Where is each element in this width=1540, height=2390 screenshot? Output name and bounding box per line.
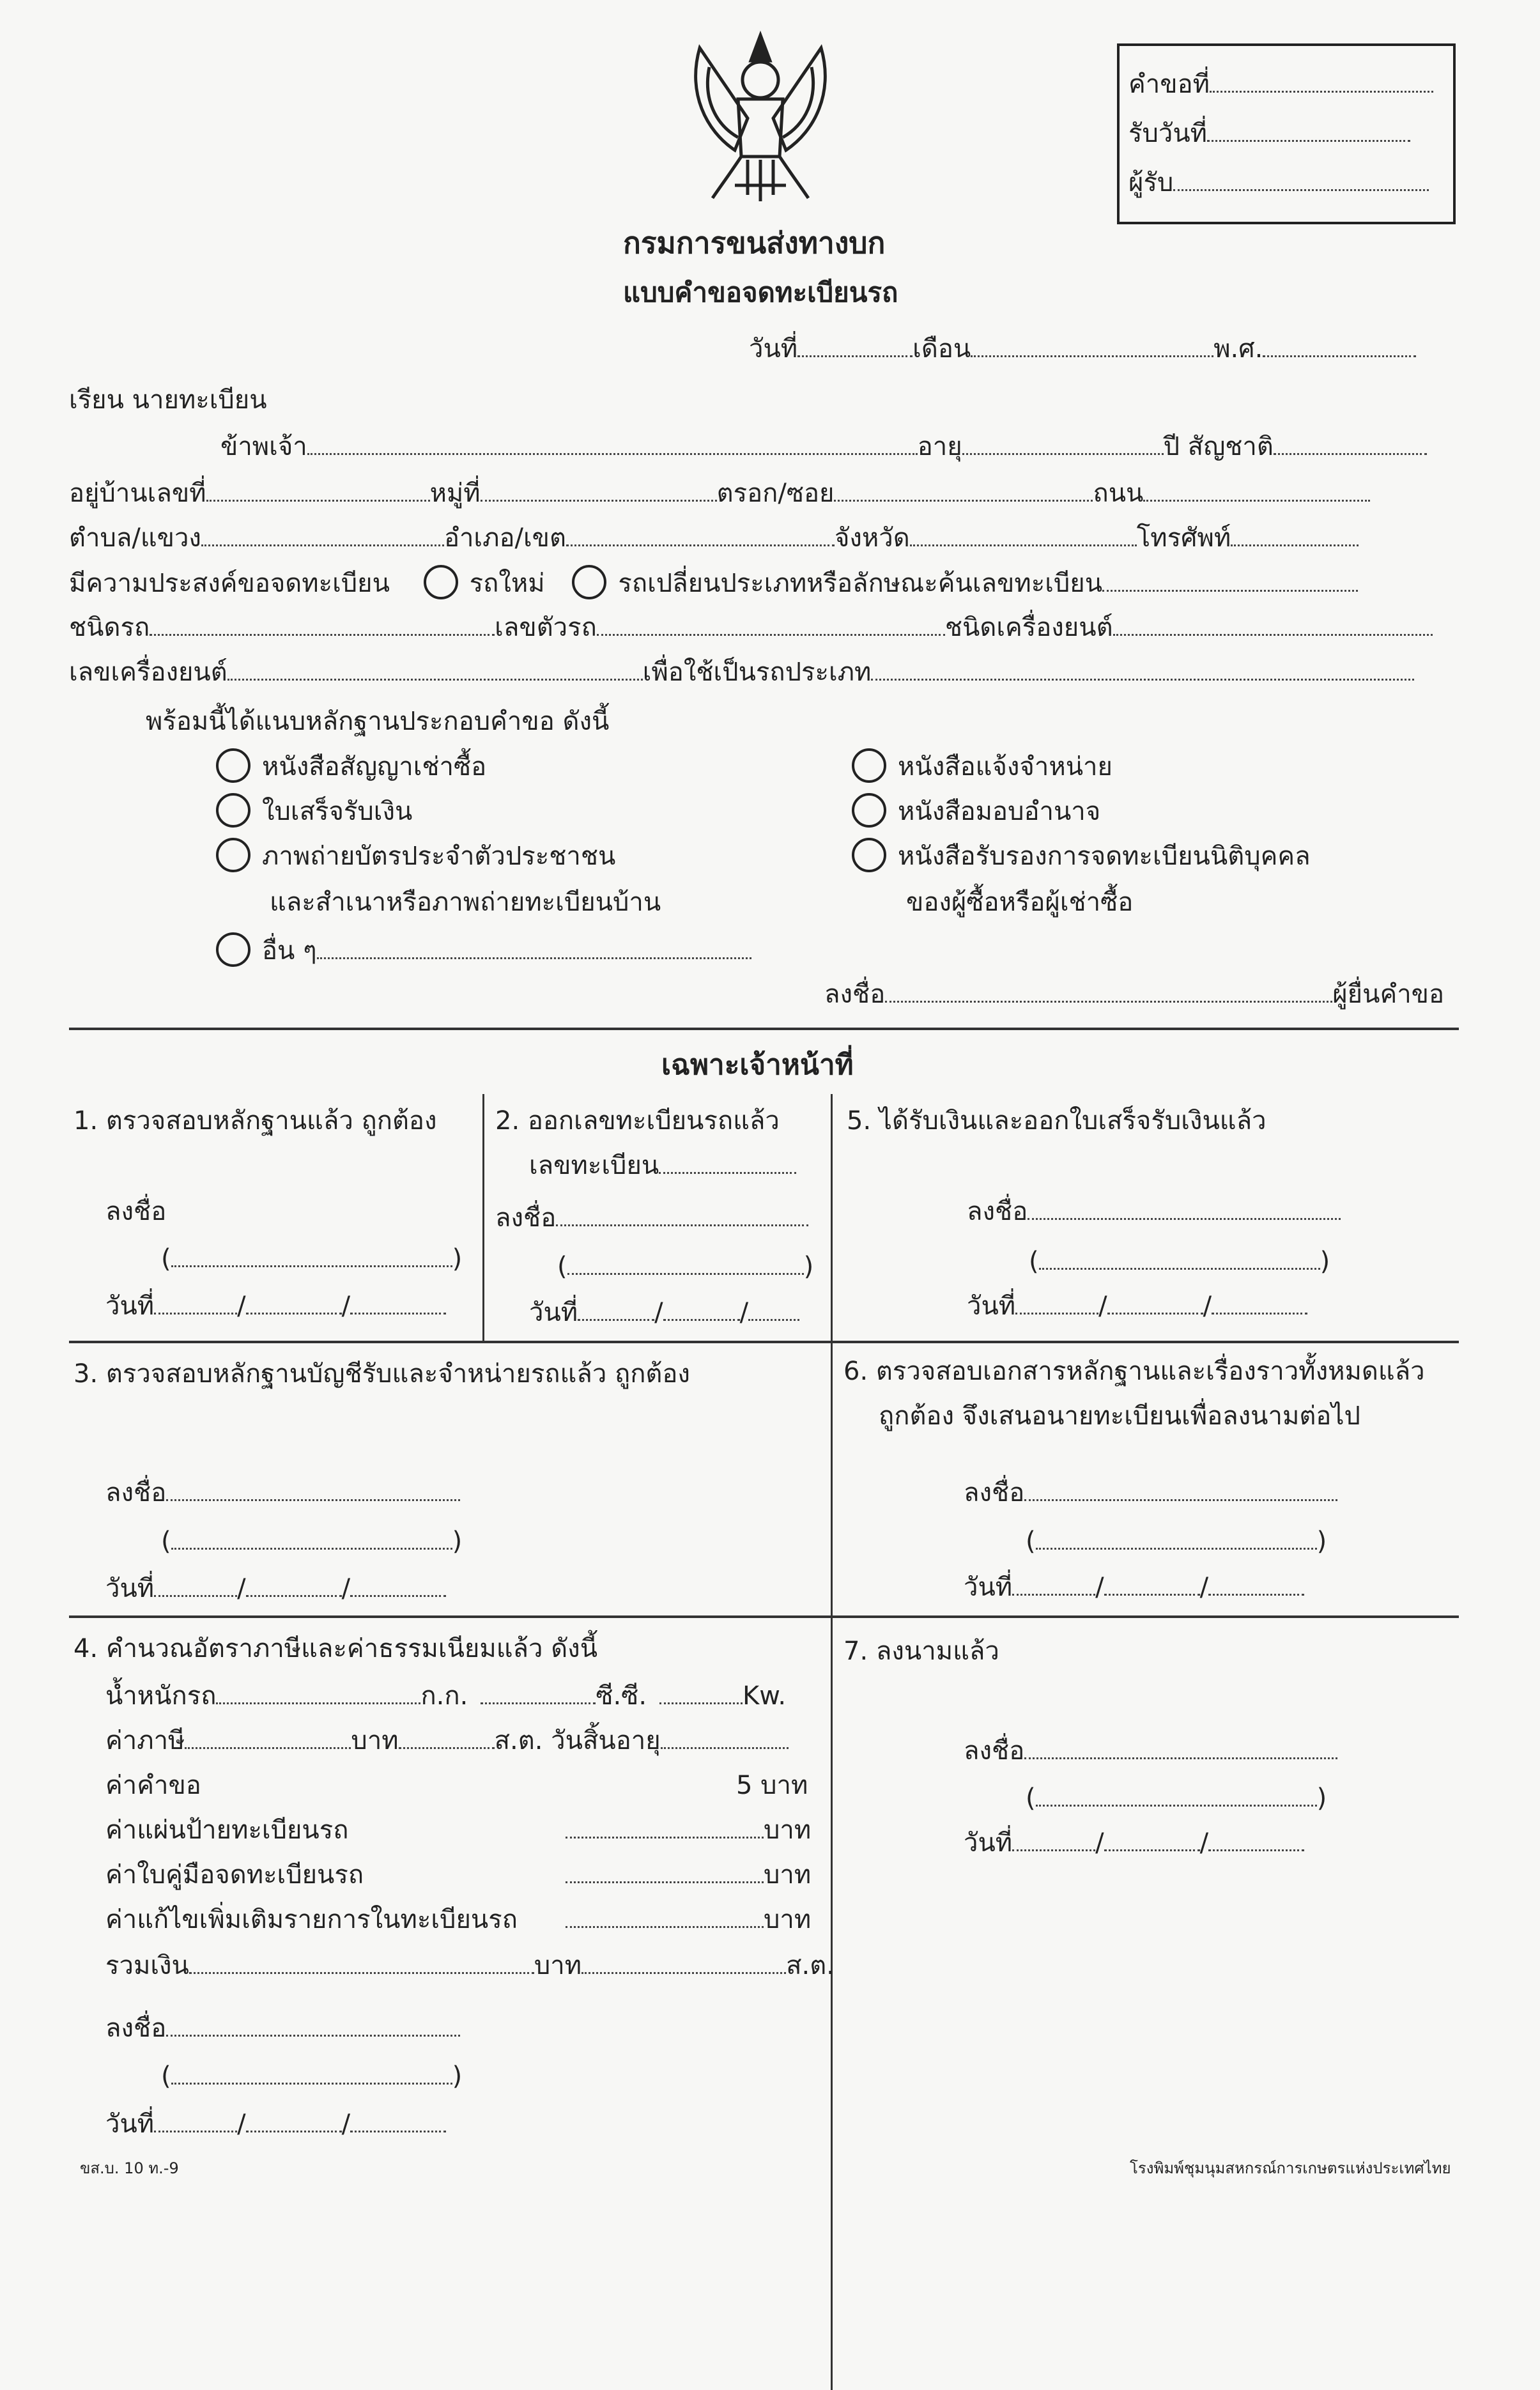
tax-field[interactable] xyxy=(185,1725,351,1749)
new-car-radio[interactable] xyxy=(424,565,458,599)
s6-sign-field[interactable] xyxy=(1024,1477,1337,1501)
plate-fee-label: ค่าแผ่นป้ายทะเบียนรถ xyxy=(105,1816,349,1845)
s1-month-field[interactable] xyxy=(246,1291,342,1314)
officer-divider xyxy=(69,1028,1459,1030)
officer-title: เฉพาะเจ้าหน้าที่ xyxy=(661,1049,854,1081)
doc-other-label: อื่น ๆ xyxy=(262,936,317,966)
s5-month-field[interactable] xyxy=(1107,1291,1203,1314)
month-label: เดือน xyxy=(912,334,971,364)
s5-slash-2: / xyxy=(1203,1291,1212,1321)
doc-receipt-radio[interactable] xyxy=(216,793,250,828)
s3-date-label: วันที่ xyxy=(105,1574,155,1603)
engine-no-field[interactable] xyxy=(227,657,643,681)
amend-fee-label: ค่าแก้ไขเพิ่มเติมรายการในทะเบียนรถ xyxy=(105,1905,518,1934)
engine-type-label: ชนิดเครื่องยนต์ xyxy=(944,613,1113,642)
vehicle-type-field[interactable] xyxy=(150,612,495,636)
province-label: จังหวัด xyxy=(834,523,910,553)
s6-day-field[interactable] xyxy=(1012,1572,1095,1596)
s6-slash-1: / xyxy=(1095,1573,1104,1602)
s5-sign-field[interactable] xyxy=(1028,1196,1341,1220)
purpose-label: มีความประสงค์ขอจดทะเบียน xyxy=(69,569,390,598)
doc-id-card-radio[interactable] xyxy=(216,838,250,872)
manual-fee-label: ค่าใบคู่มือจดทะเบียนรถ xyxy=(105,1860,364,1890)
chassis-no-label: เลขตัวรถ xyxy=(495,613,597,642)
doc-disposal-radio[interactable] xyxy=(852,748,886,783)
request-fee-label: ค่าคำขอ xyxy=(105,1771,201,1800)
chassis-no-field[interactable] xyxy=(597,612,945,636)
s2-day-field[interactable] xyxy=(578,1297,654,1321)
amend-fee-baht: บาท xyxy=(764,1905,812,1934)
to-registrar: เรียน นายทะเบียน xyxy=(69,385,267,415)
s3-day-field[interactable] xyxy=(154,1573,237,1597)
s1-slash-1: / xyxy=(237,1291,246,1321)
road-field[interactable] xyxy=(1143,478,1370,502)
amphoe-label: อำเภอ/เขต xyxy=(443,523,566,553)
attached-docs-heading: พร้อมนี้ได้แนบหลักฐานประกอบคำขอ ดังนี้ xyxy=(146,707,610,736)
s5-day-field[interactable] xyxy=(1015,1291,1098,1314)
section-6-title-1: 6. ตรวจสอบเอกสารหลักฐานและเรื่องราวทั้งหมดแล้ว xyxy=(843,1357,1425,1386)
s1-sign-label: ลงชื่อ xyxy=(105,1197,167,1226)
doc-hire-purchase-radio[interactable] xyxy=(216,748,250,783)
tax-label: ค่าภาษี xyxy=(105,1726,185,1755)
s4-day-field[interactable] xyxy=(154,2109,237,2132)
road-label: ถนน xyxy=(1093,479,1144,508)
section-4-title: 4. คำนวณอัตราภาษีและค่าธรรมเนียมแล้ว ดังนี้ xyxy=(73,1634,598,1663)
form-code: ขส.บ. 10 ท.-9 xyxy=(80,2159,179,2177)
s5-paren-close: ) xyxy=(1320,1247,1330,1276)
new-car-label: รถใหม่ xyxy=(469,569,545,598)
request-fee-value: 5 บาท xyxy=(736,1771,808,1800)
received-date-label: รับวันที่ xyxy=(1128,119,1208,148)
s4-paren-close: ) xyxy=(452,2062,463,2091)
s4-slash-1: / xyxy=(237,2109,246,2139)
doc-juristic-radio[interactable] xyxy=(852,838,886,872)
s1-day-field[interactable] xyxy=(154,1291,237,1314)
s2-slash-1: / xyxy=(654,1298,663,1327)
age-label: อายุ xyxy=(917,432,962,461)
applicant-name-label: ข้าพเจ้า xyxy=(220,432,307,461)
s2-date-label: วันที่ xyxy=(529,1298,578,1327)
vehicle-type-label: ชนิดรถ xyxy=(69,613,150,642)
s3-sign-label: ลงชื่อ xyxy=(105,1478,167,1507)
doc-power-of-attorney-label: หนังสือมอบอำนาจ xyxy=(898,797,1101,826)
section-7-title: 7. ลงนามแล้ว xyxy=(843,1637,999,1666)
s7-sign-label: ลงชื่อ xyxy=(964,1736,1025,1766)
s3-sign-field[interactable] xyxy=(166,1477,460,1501)
doc-power-of-attorney-radio[interactable] xyxy=(852,793,886,828)
s4-name-field[interactable] xyxy=(171,2061,452,2085)
applicant-name-field[interactable] xyxy=(307,431,918,455)
amphoe-field[interactable] xyxy=(566,523,835,546)
s7-year-field[interactable] xyxy=(1208,1828,1304,1851)
kg-label: ก.ก. xyxy=(420,1681,468,1711)
s2-sign-field[interactable] xyxy=(556,1203,808,1226)
s3-year-field[interactable] xyxy=(350,1573,446,1597)
s7-date-label: วันที่ xyxy=(964,1828,1013,1858)
kw-label: Kw. xyxy=(743,1681,787,1711)
tambon-field[interactable] xyxy=(201,523,444,546)
applicant-sign-field[interactable] xyxy=(885,979,1332,1003)
s2-slash-2: / xyxy=(739,1298,749,1327)
year-label: พ.ศ. xyxy=(1213,334,1263,364)
s7-day-field[interactable] xyxy=(1012,1828,1095,1851)
s7-paren-open: ( xyxy=(1026,1784,1036,1813)
s2-reg-label: เลขทะเบียน xyxy=(529,1151,659,1180)
total-baht-label: บาท xyxy=(534,1951,582,1980)
s5-year-field[interactable] xyxy=(1212,1291,1307,1314)
s4-date-label: วันที่ xyxy=(105,2109,155,2139)
s1-name-field[interactable] xyxy=(171,1244,452,1267)
s4-sign-field[interactable] xyxy=(166,2013,460,2037)
date-label: วันที่ xyxy=(749,334,798,364)
tambon-label: ตำบล/แขวง xyxy=(69,523,201,553)
soi-label: ตรอก/ซอย xyxy=(716,479,835,508)
weight-label: น้ำหนักรถ xyxy=(105,1681,217,1711)
s3-slash-1: / xyxy=(237,1574,246,1603)
garuda-emblem-icon xyxy=(674,22,847,208)
s5-name-field[interactable] xyxy=(1039,1246,1320,1270)
doc-other-radio[interactable] xyxy=(216,932,250,967)
receiver-label: ผู้รับ xyxy=(1128,168,1174,197)
s3-paren-close: ) xyxy=(452,1527,463,1556)
house-no-field[interactable] xyxy=(206,478,430,502)
total-satang-field[interactable] xyxy=(581,1950,786,1974)
changed-car-radio[interactable] xyxy=(572,565,606,599)
s7-slash-2: / xyxy=(1199,1828,1209,1858)
tax-expiry-field[interactable] xyxy=(661,1725,789,1749)
s4-paren-open: ( xyxy=(161,2062,171,2091)
s4-month-field[interactable] xyxy=(246,2109,342,2132)
s3-paren-open: ( xyxy=(161,1527,171,1556)
s2-year-field[interactable] xyxy=(748,1297,799,1321)
s2-paren-close: ) xyxy=(803,1252,814,1281)
s5-slash-1: / xyxy=(1098,1291,1107,1321)
form-title: แบบคำขอจดทะเบียนรถ xyxy=(623,277,898,308)
phone-field[interactable] xyxy=(1231,523,1359,546)
doc-juristic-cont: ของผู้ซื้อหรือผู้เช่าซื้อ xyxy=(906,888,1134,917)
engine-type-field[interactable] xyxy=(1113,612,1433,636)
s1-year-field[interactable] xyxy=(350,1291,446,1314)
tax-expiry-label: ส.ต. วันสิ้นอายุ xyxy=(494,1726,661,1755)
use-type-field[interactable] xyxy=(871,657,1414,681)
tax-baht-label: บาท xyxy=(351,1726,399,1755)
s6-date-label: วันที่ xyxy=(964,1573,1013,1602)
plate-fee-field[interactable] xyxy=(566,1815,764,1839)
department-title: กรมการขนส่งทางบก xyxy=(623,226,886,260)
tax-satang-field[interactable] xyxy=(399,1725,495,1749)
changed-car-field[interactable] xyxy=(1102,568,1358,592)
section-6-title-2: ถูกต้อง จึงเสนอนายทะเบียนเพื่อลงนามต่อไป xyxy=(879,1401,1360,1431)
doc-other-field[interactable] xyxy=(317,936,751,959)
doc-id-card-label: ภาพถ่ายบัตรประจำตัวประชาชน xyxy=(262,842,616,871)
s7-paren-close: ) xyxy=(1316,1784,1327,1813)
total-label: รวมเงิน xyxy=(105,1951,189,1980)
s5-paren-open: ( xyxy=(1029,1247,1039,1276)
s3-slash-2: / xyxy=(341,1574,351,1603)
s3-month-field[interactable] xyxy=(246,1573,342,1597)
s6-sign-label: ลงชื่อ xyxy=(964,1478,1025,1507)
s2-name-field[interactable] xyxy=(567,1251,804,1275)
s6-paren-close: ) xyxy=(1316,1527,1327,1556)
use-type-label: เพื่อใช้เป็นรถประเภท xyxy=(642,658,872,687)
s6-paren-open: ( xyxy=(1026,1527,1036,1556)
cc-field[interactable] xyxy=(481,1681,596,1704)
s5-date-label: วันที่ xyxy=(967,1291,1016,1321)
age-field[interactable] xyxy=(962,431,1164,455)
moo-label: หมู่ที่ xyxy=(429,479,481,508)
printer-credit: โรงพิมพ์ชุมนุมสหกรณ์การเกษตรแห่งประเทศไทย xyxy=(1130,2159,1451,2177)
doc-hire-purchase-label: หนังสือสัญญาเช่าซื้อ xyxy=(262,752,487,782)
s1-slash-2: / xyxy=(341,1291,351,1321)
total-satang-label: ส.ต. xyxy=(786,1951,835,1980)
s4-sign-label: ลงชื่อ xyxy=(105,2014,167,2043)
s6-slash-2: / xyxy=(1199,1573,1209,1602)
moo-field[interactable] xyxy=(481,478,717,502)
s5-sign-label: ลงชื่อ xyxy=(967,1197,1028,1226)
plate-fee-baht: บาท xyxy=(764,1816,812,1845)
year-field[interactable] xyxy=(1263,334,1416,357)
section-1-title: 1. ตรวจสอบหลักฐานแล้ว ถูกต้อง xyxy=(73,1106,437,1136)
s1-paren-close: ) xyxy=(452,1244,463,1274)
doc-id-card-cont: และสำเนาหรือภาพถ่ายทะเบียนบ้าน xyxy=(270,888,661,917)
manual-fee-baht: บาท xyxy=(764,1860,812,1890)
s3-name-field[interactable] xyxy=(171,1526,452,1550)
section-2-title: 2. ออกเลขทะเบียนรถแล้ว xyxy=(495,1106,780,1136)
total-baht-field[interactable] xyxy=(189,1950,534,1974)
s6-month-field[interactable] xyxy=(1104,1572,1200,1596)
province-field[interactable] xyxy=(910,523,1137,546)
engine-no-label: เลขเครื่องยนต์ xyxy=(69,658,227,687)
s2-sign-label: ลงชื่อ xyxy=(495,1203,557,1233)
weight-field[interactable] xyxy=(216,1681,420,1704)
s1-paren-open: ( xyxy=(161,1244,171,1274)
soi-field[interactable] xyxy=(834,478,1093,502)
receiver-field[interactable] xyxy=(1173,167,1429,191)
s2-paren-open: ( xyxy=(557,1252,567,1281)
nationality-field[interactable] xyxy=(1274,431,1427,455)
applicant-sign-role: ผู้ยื่นคำขอ xyxy=(1332,980,1445,1009)
doc-receipt-label: ใบเสร็จรับเงิน xyxy=(262,797,413,826)
s7-month-field[interactable] xyxy=(1104,1828,1200,1851)
s4-slash-2: / xyxy=(341,2109,351,2139)
request-no-label: คำขอที่ xyxy=(1128,70,1210,99)
section-3-title: 3. ตรวจสอบหลักฐานบัญชีรับและจำหน่ายรถแล้ว ถูกต้อง xyxy=(73,1359,690,1389)
nationality-label: ปี สัญชาติ xyxy=(1163,432,1274,461)
s7-slash-1: / xyxy=(1095,1828,1104,1858)
changed-car-label: รถเปลี่ยนประเภทหรือลักษณะค้นเลขทะเบียน xyxy=(618,569,1103,598)
applicant-sign-label: ลงชื่อ xyxy=(824,980,886,1009)
section-5-title: 5. ได้รับเงินและออกใบเสร็จรับเงินแล้ว xyxy=(847,1106,1267,1136)
cc-label: ซี.ซี. xyxy=(596,1681,647,1711)
month-field[interactable] xyxy=(971,334,1213,357)
s2-month-field[interactable] xyxy=(663,1297,740,1321)
kw-field[interactable] xyxy=(659,1681,743,1704)
s1-date-label: วันที่ xyxy=(105,1291,155,1321)
manual-fee-field[interactable] xyxy=(566,1860,764,1883)
s2-reg-field[interactable] xyxy=(659,1150,796,1174)
doc-disposal-label: หนังสือแจ้งจำหน่าย xyxy=(898,752,1113,782)
received-date-field[interactable] xyxy=(1207,118,1410,142)
amend-fee-field[interactable] xyxy=(566,1904,764,1928)
s7-name-field[interactable] xyxy=(1036,1783,1317,1807)
s6-name-field[interactable] xyxy=(1036,1526,1317,1550)
s4-year-field[interactable] xyxy=(350,2109,446,2132)
s7-sign-field[interactable] xyxy=(1024,1736,1337,1759)
house-no-label: อยู่บ้านเลขที่ xyxy=(69,479,206,508)
day-field[interactable] xyxy=(797,334,912,357)
doc-juristic-label: หนังสือรับรองการจดทะเบียนนิติบุคคล xyxy=(898,842,1311,871)
request-no-field[interactable] xyxy=(1210,69,1433,93)
phone-label: โทรศัพท์ xyxy=(1136,523,1231,553)
s6-year-field[interactable] xyxy=(1208,1572,1304,1596)
